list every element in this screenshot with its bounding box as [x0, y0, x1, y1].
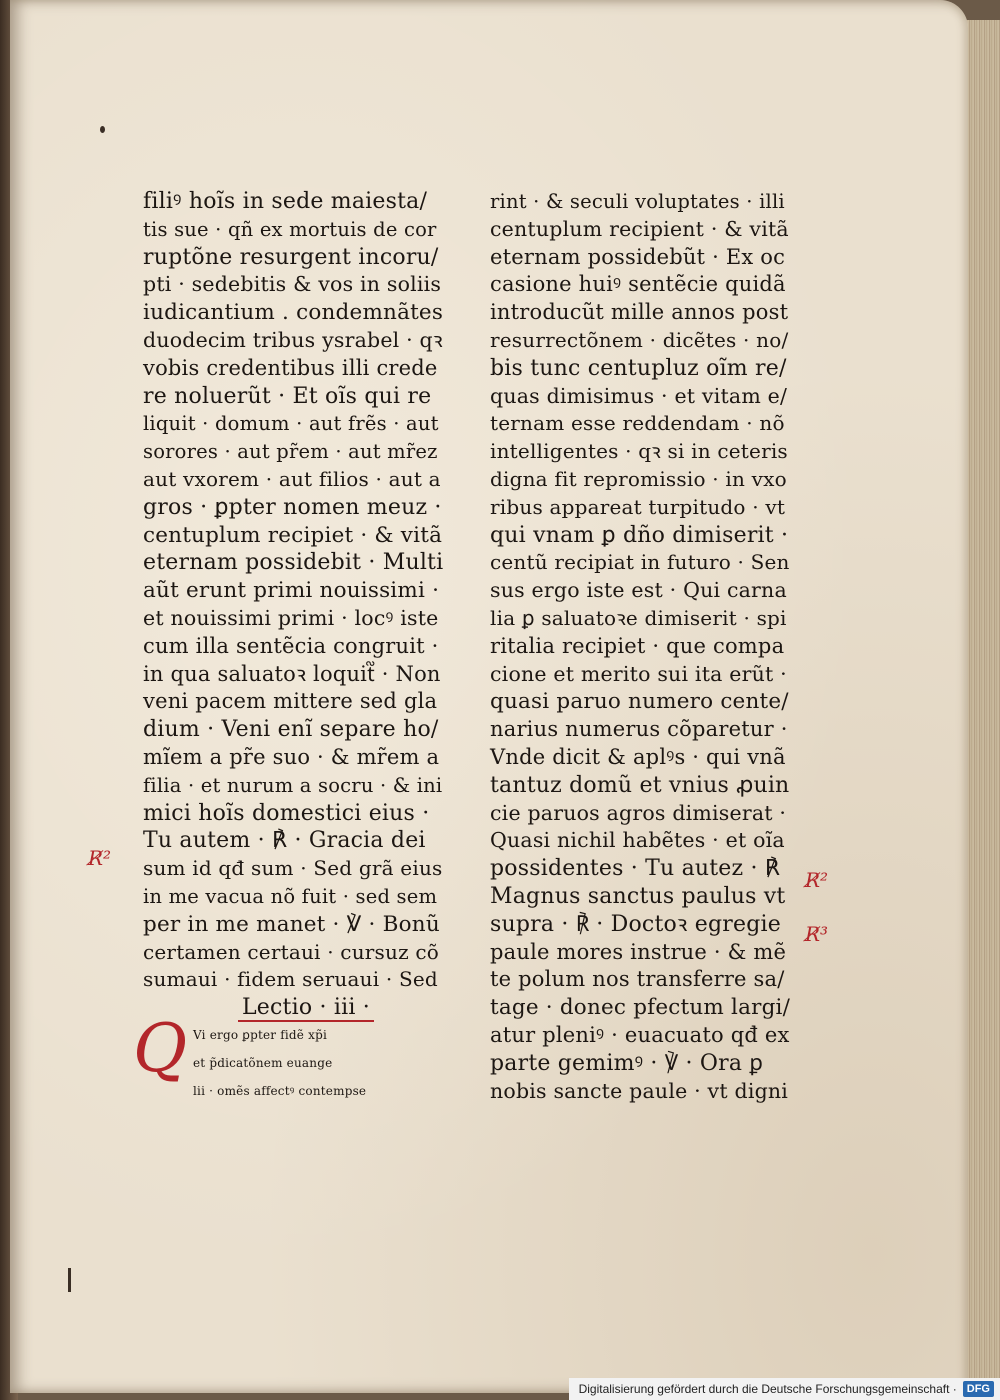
text-line: in qua saluatoꝛ loquit᷑ · Non	[143, 661, 441, 686]
text-line: filiꝰ hoĩs in sede maiesta/	[143, 189, 428, 214]
lectio-heading	[143, 994, 443, 1022]
text-line: narius numerus cõparetur ·	[490, 717, 788, 742]
text-line: parte gemimꝰ · ℣ · Ora ꝑ	[490, 1050, 764, 1076]
text-line: ternam esse reddendam · nõ	[490, 411, 785, 436]
text-line: in me vacua nõ fuit · sed sem	[143, 884, 438, 908]
text-line: mici hoĩs domestici eius ·	[143, 800, 430, 826]
text-line: atur pleniꝰ · euacuato qđ ex	[490, 1022, 790, 1047]
text-line: iudicantium . condemnãtes	[143, 300, 444, 326]
text-line: sum id qđ sum · Sed grã eius	[143, 856, 443, 881]
text-line: digna fit repromissio · in vxo	[490, 466, 787, 491]
text-line: gros · ꝑpter nomen meuz ·	[143, 494, 442, 520]
text-line: tis sue · qñ ex mortuis de cor	[143, 217, 437, 241]
text-line: sumaui · fidem seruaui · Sed	[143, 967, 438, 992]
margin-note-left: R̸²	[88, 846, 112, 870]
footer-text: Digitalisierung gefördert durch die Deutsche Forschungsgemeinschaft ·	[578, 1382, 957, 1396]
lectio-label: Lectio · iii ·	[238, 995, 374, 1022]
text-line: tage · donec pfectum largi/	[490, 995, 791, 1021]
text-line: duodecim tribus ysrabel · qꝛ	[143, 327, 443, 352]
text-line: veni pacem mittere sed gla	[143, 689, 438, 714]
text-line: mĩem a pr̃e suo · & mr̃em a	[143, 744, 440, 769]
text-line: certamen certaui · cursuz cõ	[143, 939, 440, 964]
text-line: bis tunc centupluz oĩm re/	[490, 355, 787, 381]
dfg-logo-icon: DFG	[963, 1381, 994, 1397]
text-line: casione huiꝰ sentẽcie quidã	[490, 272, 786, 297]
text-line: quasi paruo numero cente/	[490, 689, 789, 715]
text-line: per in me manet · ℣ · Bonũ	[143, 911, 440, 937]
text-line: te polum nos transferre sa/	[490, 967, 785, 992]
text-line: re noluerũt · Et oĩs qui re	[143, 383, 432, 409]
text-line: eternam possidebũt · Ex oc	[490, 244, 786, 269]
text-line: supra · ℟ · Doctoꝛ egregie	[490, 911, 781, 937]
left-column	[133, 188, 444, 1105]
text-line: rint · & seculi voluptates · illi	[490, 190, 785, 213]
footer-credit	[569, 1378, 1000, 1400]
text-line: lii · omẽs affectꝰ contempse	[193, 1083, 367, 1098]
text-line: Magnus sanctus paulus vt	[490, 883, 786, 909]
text-line: sorores · aut pr̃em · aut mr̃ez	[143, 440, 438, 464]
text-line: qui vnam ꝑ dño dimiserit ·	[490, 522, 789, 548]
text-line: introducũt mille annos post	[490, 300, 789, 325]
text-line: cione et merito sui ita erũt ·	[490, 661, 787, 686]
text-line: et nouissimi primi · locꝰ iste	[143, 605, 439, 630]
text-line: resurrectõnem · dicẽtes · no/	[490, 327, 789, 352]
text-line: ribus appareat turpitudo · vt	[490, 494, 786, 519]
text-line: Tu autem · ℟ · Gracia dei	[143, 828, 426, 854]
text-line: paule mores instrue · & mẽ	[490, 939, 787, 964]
manuscript-page	[10, 0, 968, 1393]
text-line: ruptõne resurgent incoru/	[143, 244, 439, 270]
initial-paragraph	[133, 1009, 443, 1105]
text-line: filia · et nurum a socru · & ini	[143, 773, 443, 797]
text-line: eternam possidebit · Multi	[143, 550, 444, 576]
text-line: cum illa sentẽcia congruit ·	[143, 633, 439, 658]
text-line: cie paruos agros dimiserat ·	[490, 800, 787, 825]
text-line: possidentes · Tu autez · ℟	[490, 856, 781, 882]
text-line: aut vxorem · aut filios · aut a	[143, 466, 441, 491]
text-line: liquit · domum · aut frẽs · aut	[143, 412, 439, 436]
text-line: aũt erunt primi nouissimi ·	[143, 578, 440, 604]
ink-dot	[100, 126, 105, 133]
text-line: Vi ergo ꝑpter fidẽ xp̃i	[193, 1027, 328, 1042]
text-line: centuplum recipiet · & vitã	[143, 522, 443, 548]
text-line: centũ recipiat in futuro · Sen	[490, 550, 790, 575]
text-line: lia ꝑ saluatoꝛe dimiserit · spi	[490, 605, 787, 630]
margin-note-right-3: R̸³	[805, 922, 829, 946]
text-line: vobis credentibus illi crede	[143, 355, 438, 380]
right-column	[490, 188, 790, 1105]
text-line: pti · sedebitis & vos in soliis	[143, 272, 442, 297]
text-line: intelligentes · qꝛ si in ceteris	[490, 439, 788, 464]
text-line: nobis sancte paule · vt digni	[490, 1078, 789, 1103]
text-line: sus ergo iste est · Qui carna	[490, 578, 787, 603]
text-line: ritalia recipiet · que compa	[490, 633, 785, 658]
text-line: Quasi nichil habẽtes · et oĩa	[490, 828, 785, 853]
text-line: et p̃dicatõnem euange	[193, 1055, 333, 1070]
ink-mark	[68, 1268, 71, 1292]
text-line: quas dimisimus · et vitam e/	[490, 383, 788, 408]
margin-note-right-2: R̸²	[805, 868, 829, 892]
text-line: centuplum recipient · & vitã	[490, 216, 789, 241]
text-line: dium · Veni enĩ separe ho/	[143, 717, 439, 743]
text-line: Vnde dicit & aplꝰs · qui vnã	[490, 744, 786, 769]
decorated-initial: Q	[133, 1009, 188, 1087]
text-line: tantuz domũ et vnius ꝓuin	[490, 772, 790, 798]
